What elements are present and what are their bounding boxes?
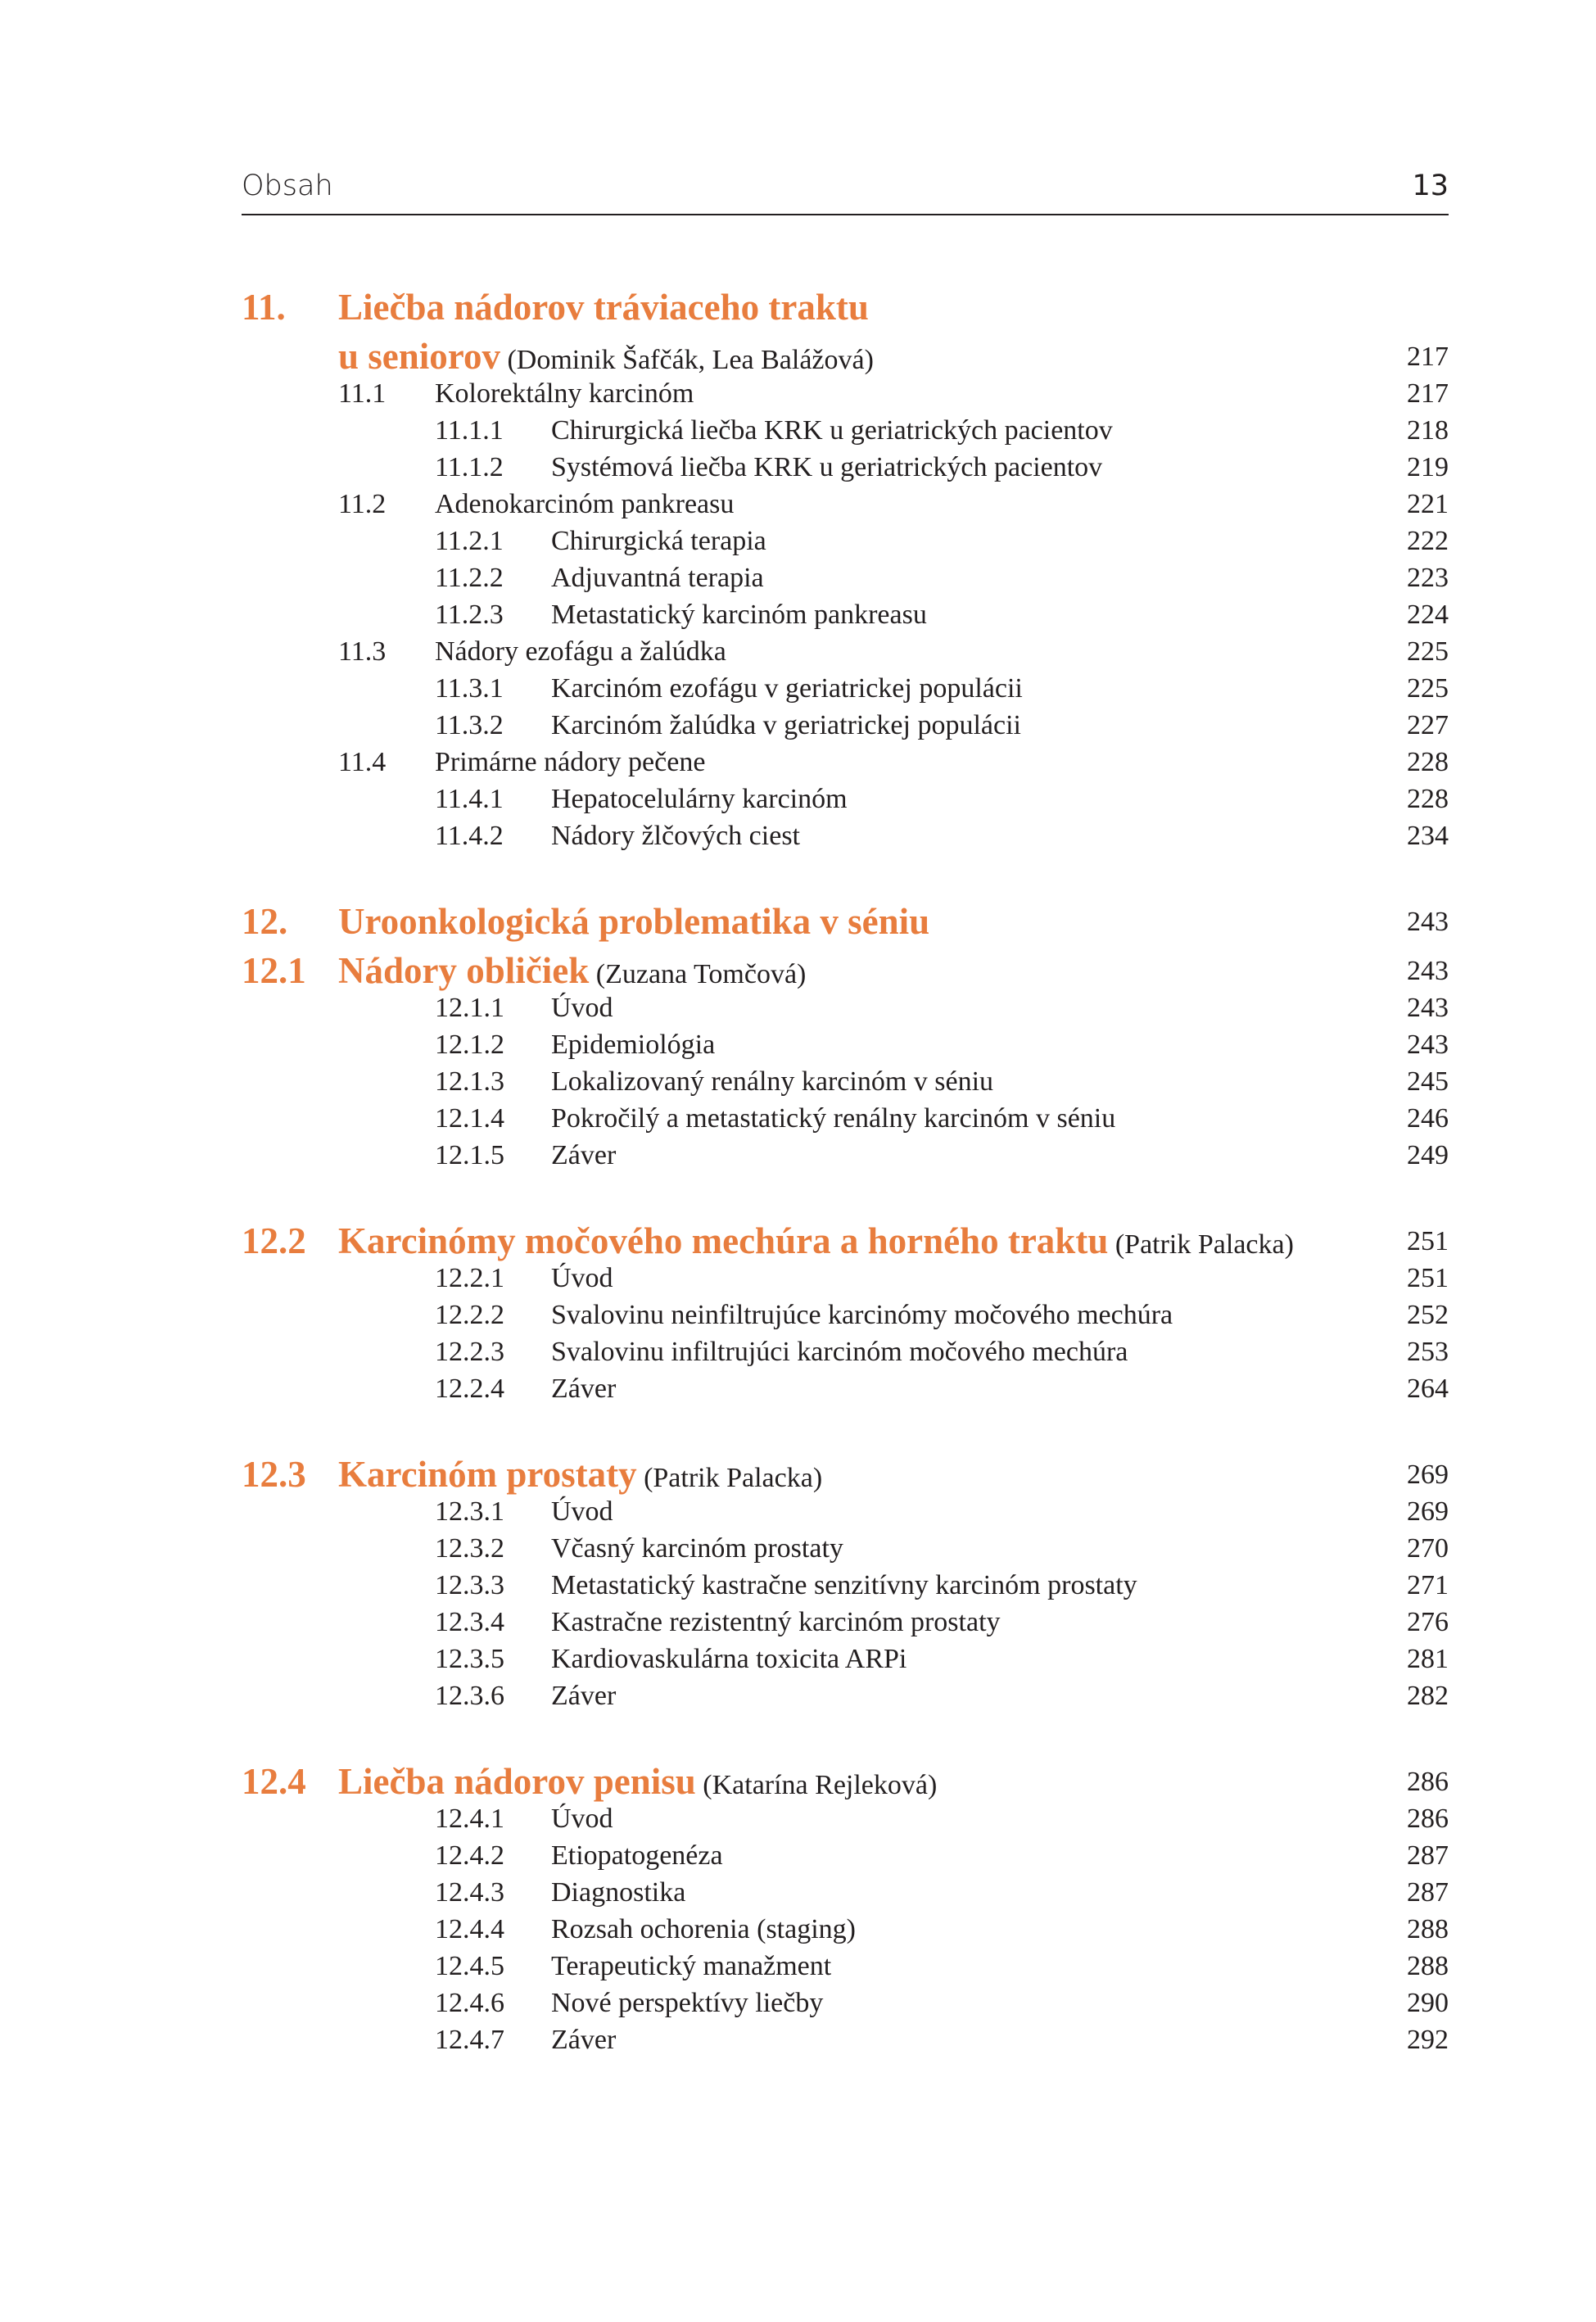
toc-page: 217 (1407, 378, 1449, 409)
toc-number: 12.1.5 (435, 1140, 504, 1170)
toc-page: 269 (1407, 1460, 1449, 1490)
toc-title (551, 596, 927, 633)
toc-page: 290 (1407, 1988, 1449, 2018)
toc-title-text: Lokalizovaný renálny karcinóm v séniu (551, 1066, 994, 1097)
toc-number: 12.4.2 (435, 1840, 504, 1871)
toc-title (338, 950, 807, 993)
toc-entry (242, 1100, 1449, 1137)
toc-entry (242, 1567, 1449, 1604)
toc-page: 227 (1407, 710, 1449, 740)
toc-title (551, 1677, 616, 1714)
toc-title-text: Epidemiológia (551, 1030, 716, 1060)
toc-title-text: Svalovinu infiltrujúci karcinóm močového mechúra (551, 1337, 1128, 1367)
toc-number: 11. (242, 287, 286, 328)
toc-title-text: Kastračne rezistentný karcinóm prostaty (551, 1607, 1001, 1637)
toc-entry (242, 1530, 1449, 1567)
toc-entry (242, 1026, 1449, 1063)
toc-entry (242, 486, 1449, 523)
toc-page: 245 (1407, 1066, 1449, 1097)
toc-author: (Katarína Rejleková) (695, 1770, 938, 1800)
toc-title (551, 1370, 616, 1407)
toc-number: 11.1.2 (435, 452, 504, 482)
toc-number: 12.4.7 (435, 2025, 504, 2055)
toc-page: 271 (1407, 1570, 1449, 1600)
toc-title-text: Úvod (551, 1804, 613, 1834)
toc-entry (242, 1297, 1449, 1333)
toc-entry (242, 375, 1449, 412)
toc-author: (Patrik Palacka) (1108, 1229, 1294, 1260)
toc-number: 11.3 (338, 636, 387, 667)
toc-title (338, 1220, 1294, 1263)
toc-author: (Dominik Šafčák, Lea Balážová) (500, 345, 874, 375)
toc-chapter (242, 289, 1449, 326)
toc-entry (242, 523, 1449, 559)
toc-title (338, 289, 869, 326)
toc-number: 12.4.1 (435, 1804, 504, 1834)
toc-page: 222 (1407, 526, 1449, 556)
toc-title-text: Nádory obličiek (338, 950, 590, 991)
toc-number: 12.3.2 (435, 1533, 504, 1564)
toc-entry (242, 1874, 1449, 1911)
toc-number: 12.1.1 (435, 993, 504, 1023)
toc-number: 12.1.2 (435, 1030, 504, 1060)
toc-title-text: Kolorektálny karcinóm (435, 378, 694, 409)
toc-number: 12.2.2 (435, 1300, 504, 1330)
toc-number: 12.3 (242, 1454, 306, 1495)
toc-title-text: Liečba nádorov penisu (338, 1761, 696, 1802)
toc-title (551, 1604, 1001, 1641)
toc-title (338, 903, 929, 940)
toc-title-text: Pokročilý a metastatický renálny karcinóm v séniu (551, 1103, 1116, 1134)
toc-number: 11.3.2 (435, 710, 504, 740)
toc-title-text: Chirurgická liečba KRK u geriatrických pacientov (551, 415, 1113, 446)
toc-page: 286 (1407, 1767, 1449, 1797)
toc-entry (242, 2021, 1449, 2058)
toc-title-text: Systémová liečba KRK u geriatrických pacientov (551, 452, 1103, 482)
toc-entry (242, 744, 1449, 781)
toc-title (551, 1333, 1128, 1370)
toc-page: 253 (1407, 1337, 1449, 1367)
page-number: 13 (1412, 170, 1449, 202)
toc-title (551, 1100, 1115, 1137)
toc-number: 11.3.1 (435, 673, 504, 704)
toc-title (551, 1297, 1173, 1333)
toc-page: 269 (1407, 1496, 1449, 1527)
toc-title (551, 1026, 715, 1063)
toc-number: 12.1.4 (435, 1103, 504, 1134)
toc-title-text: Nové perspektívy liečby (551, 1988, 824, 2018)
toc-title (435, 744, 705, 781)
toc-chapter (242, 1763, 1449, 1800)
toc-number: 12.2.3 (435, 1337, 504, 1367)
toc-title (435, 486, 734, 523)
toc-number: 12.1 (242, 950, 306, 991)
toc-title (551, 2021, 616, 2058)
toc-page: 251 (1407, 1263, 1449, 1293)
toc-entry (242, 1800, 1449, 1837)
toc-title-text: Primárne nádory pečene (435, 747, 706, 777)
toc-title-text: Metastatický karcinóm pankreasu (551, 600, 927, 630)
toc-title (551, 1874, 685, 1911)
toc-entry (242, 1370, 1449, 1407)
toc-number: 11.2.3 (435, 600, 504, 630)
toc-page: 228 (1407, 784, 1449, 814)
toc-title-text: Záver (551, 1681, 617, 1711)
toc-page: 287 (1407, 1877, 1449, 1908)
toc-number: 11.2 (338, 489, 387, 519)
toc-entry (242, 1911, 1449, 1948)
toc-title (551, 1493, 613, 1530)
toc-title (551, 1530, 843, 1567)
toc-number: 12. (242, 901, 288, 942)
toc-title (551, 1985, 823, 2021)
toc-title (551, 1948, 831, 1985)
toc-number: 12.4.3 (435, 1877, 504, 1908)
toc-title (435, 375, 694, 412)
toc-title-text: Včasný karcinóm prostaty (551, 1533, 843, 1564)
toc-number: 12.3.1 (435, 1496, 504, 1527)
toc-title (551, 523, 766, 559)
toc-entry (242, 1604, 1449, 1641)
toc-page: 281 (1407, 1644, 1449, 1674)
toc-page: 246 (1407, 1103, 1449, 1134)
toc-number: 11.2.1 (435, 526, 504, 556)
toc-title-text: Záver (551, 1374, 617, 1404)
toc-entry (242, 1641, 1449, 1677)
toc-page: 282 (1407, 1681, 1449, 1711)
toc-title (551, 1800, 613, 1837)
toc-page: 251 (1407, 1226, 1449, 1256)
toc-title (551, 412, 1113, 449)
toc-title-text: u seniorov (338, 336, 500, 377)
toc-number: 12.3.4 (435, 1607, 504, 1637)
toc-number: 11.1.1 (435, 415, 504, 446)
toc-number: 11.1 (338, 378, 387, 409)
toc-number: 12.2.4 (435, 1374, 504, 1404)
toc-entry (242, 1493, 1449, 1530)
toc-number: 12.4.6 (435, 1988, 504, 2018)
toc-page: 287 (1407, 1840, 1449, 1871)
toc-entry (242, 559, 1449, 596)
toc-title (551, 559, 764, 596)
toc-page: 221 (1407, 489, 1449, 519)
toc-number: 11.4 (338, 747, 387, 777)
toc-title (551, 1260, 613, 1297)
toc-title (338, 1456, 822, 1496)
toc-number: 12.1.3 (435, 1066, 504, 1097)
toc-title (551, 1837, 723, 1874)
toc-title (338, 338, 874, 378)
toc-title (551, 1911, 856, 1948)
toc-title-text: Adenokarcinóm pankreasu (435, 489, 735, 519)
toc-number: 11.4.2 (435, 821, 504, 851)
toc-number: 12.2.1 (435, 1263, 504, 1293)
table-of-contents (242, 0, 1449, 2322)
toc-page: 264 (1407, 1374, 1449, 1404)
toc-entry (242, 596, 1449, 633)
toc-entry (242, 1677, 1449, 1714)
toc-title (551, 670, 1023, 707)
toc-page: 286 (1407, 1804, 1449, 1834)
toc-title-text: Liečba nádorov tráviaceho traktu (338, 287, 869, 328)
toc-page: 252 (1407, 1300, 1449, 1330)
toc-title (551, 707, 1021, 744)
toc-entry (242, 781, 1449, 817)
toc-page: 243 (1407, 907, 1449, 937)
toc-number: 12.3.3 (435, 1570, 504, 1600)
toc-page: 228 (1407, 747, 1449, 777)
toc-number: 12.2 (242, 1220, 306, 1261)
toc-page: 243 (1407, 993, 1449, 1023)
toc-title-text: Rozsah ochorenia (staging) (551, 1914, 856, 1944)
toc-number: 11.4.1 (435, 784, 504, 814)
toc-entry (242, 1063, 1449, 1100)
toc-title-text: Etiopatogenéza (551, 1840, 723, 1871)
toc-entry (242, 1837, 1449, 1874)
toc-page: 292 (1407, 2025, 1449, 2055)
toc-title-text: Záver (551, 1140, 617, 1170)
toc-title-text: Karcinómy močového mechúra a horného traktu (338, 1220, 1109, 1261)
toc-page: 223 (1407, 563, 1449, 593)
toc-entry (242, 817, 1449, 854)
toc-number: 12.4.4 (435, 1914, 504, 1944)
toc-title-text: Hepatocelulárny karcinóm (551, 784, 848, 814)
toc-page: 243 (1407, 956, 1449, 986)
toc-title (435, 633, 726, 670)
section-title: Obsah (242, 170, 333, 202)
toc-page: 276 (1407, 1607, 1449, 1637)
toc-entry (242, 1948, 1449, 1985)
toc-title-text: Karcinóm ezofágu v geriatrickej populácii (551, 673, 1023, 704)
toc-number: 11.2.2 (435, 563, 504, 593)
toc-entry (242, 670, 1449, 707)
toc-title (338, 1763, 937, 1804)
toc-chapter (242, 950, 1449, 991)
toc-title (551, 781, 848, 817)
toc-entry (242, 1985, 1449, 2021)
toc-title-text: Záver (551, 2025, 617, 2055)
toc-page: 218 (1407, 415, 1449, 446)
toc-title (551, 1063, 993, 1100)
toc-entry (242, 1137, 1449, 1174)
toc-title (551, 817, 800, 854)
toc-title-text: Diagnostika (551, 1877, 686, 1908)
toc-title-text: Uroonkologická problematika v séniu (338, 901, 930, 942)
toc-author: (Zuzana Tomčová) (589, 959, 807, 989)
toc-page: 288 (1407, 1951, 1449, 1981)
toc-page: 270 (1407, 1533, 1449, 1564)
toc-title-text: Karcinóm prostaty (338, 1454, 637, 1495)
toc-title (551, 1567, 1137, 1604)
toc-entry (242, 707, 1449, 744)
toc-title (551, 989, 613, 1026)
toc-page: 219 (1407, 452, 1449, 482)
toc-title (551, 1137, 616, 1174)
toc-number: 12.3.6 (435, 1681, 504, 1711)
toc-title-text: Kardiovaskulárna toxicita ARPi (551, 1644, 907, 1674)
toc-page: 225 (1407, 636, 1449, 667)
toc-page: 249 (1407, 1140, 1449, 1170)
toc-entry (242, 1260, 1449, 1297)
toc-title-text: Nádory žlčových ciest (551, 821, 800, 851)
toc-title-text: Terapeutický manažment (551, 1951, 832, 1981)
toc-title-text: Nádory ezofágu a žalúdka (435, 636, 726, 667)
toc-chapter (242, 338, 1449, 375)
toc-entry (242, 449, 1449, 486)
toc-title-text: Úvod (551, 1263, 613, 1293)
toc-author: (Patrik Palacka) (636, 1463, 823, 1493)
toc-title-text: Karcinóm žalúdka v geriatrickej populácii (551, 710, 1021, 740)
toc-title-text: Adjuvantná terapia (551, 563, 764, 593)
toc-entry (242, 633, 1449, 670)
toc-title-text: Úvod (551, 993, 613, 1023)
toc-title-text: Úvod (551, 1496, 613, 1527)
toc-page: 217 (1407, 342, 1449, 372)
toc-chapter (242, 1456, 1449, 1493)
toc-page: 224 (1407, 600, 1449, 630)
toc-title-text: Metastatický kastračne senzitívny karcinóm prostaty (551, 1570, 1137, 1600)
toc-title (551, 449, 1102, 486)
toc-page: 243 (1407, 1030, 1449, 1060)
toc-chapter (242, 1220, 1449, 1261)
toc-title (551, 1641, 907, 1677)
toc-title-text: Svalovinu neinfiltrujúce karcinómy močového mechúra (551, 1300, 1173, 1330)
toc-title-text: Chirurgická terapia (551, 526, 766, 556)
toc-number: 12.4 (242, 1761, 306, 1802)
toc-entry (242, 989, 1449, 1026)
toc-page: 225 (1407, 673, 1449, 704)
toc-chapter (242, 903, 1449, 940)
toc-number: 12.4.5 (435, 1951, 504, 1981)
toc-page: 288 (1407, 1914, 1449, 1944)
toc-page: 234 (1407, 821, 1449, 851)
toc-entry (242, 412, 1449, 449)
toc-entry (242, 1333, 1449, 1370)
toc-number: 12.3.5 (435, 1644, 504, 1674)
